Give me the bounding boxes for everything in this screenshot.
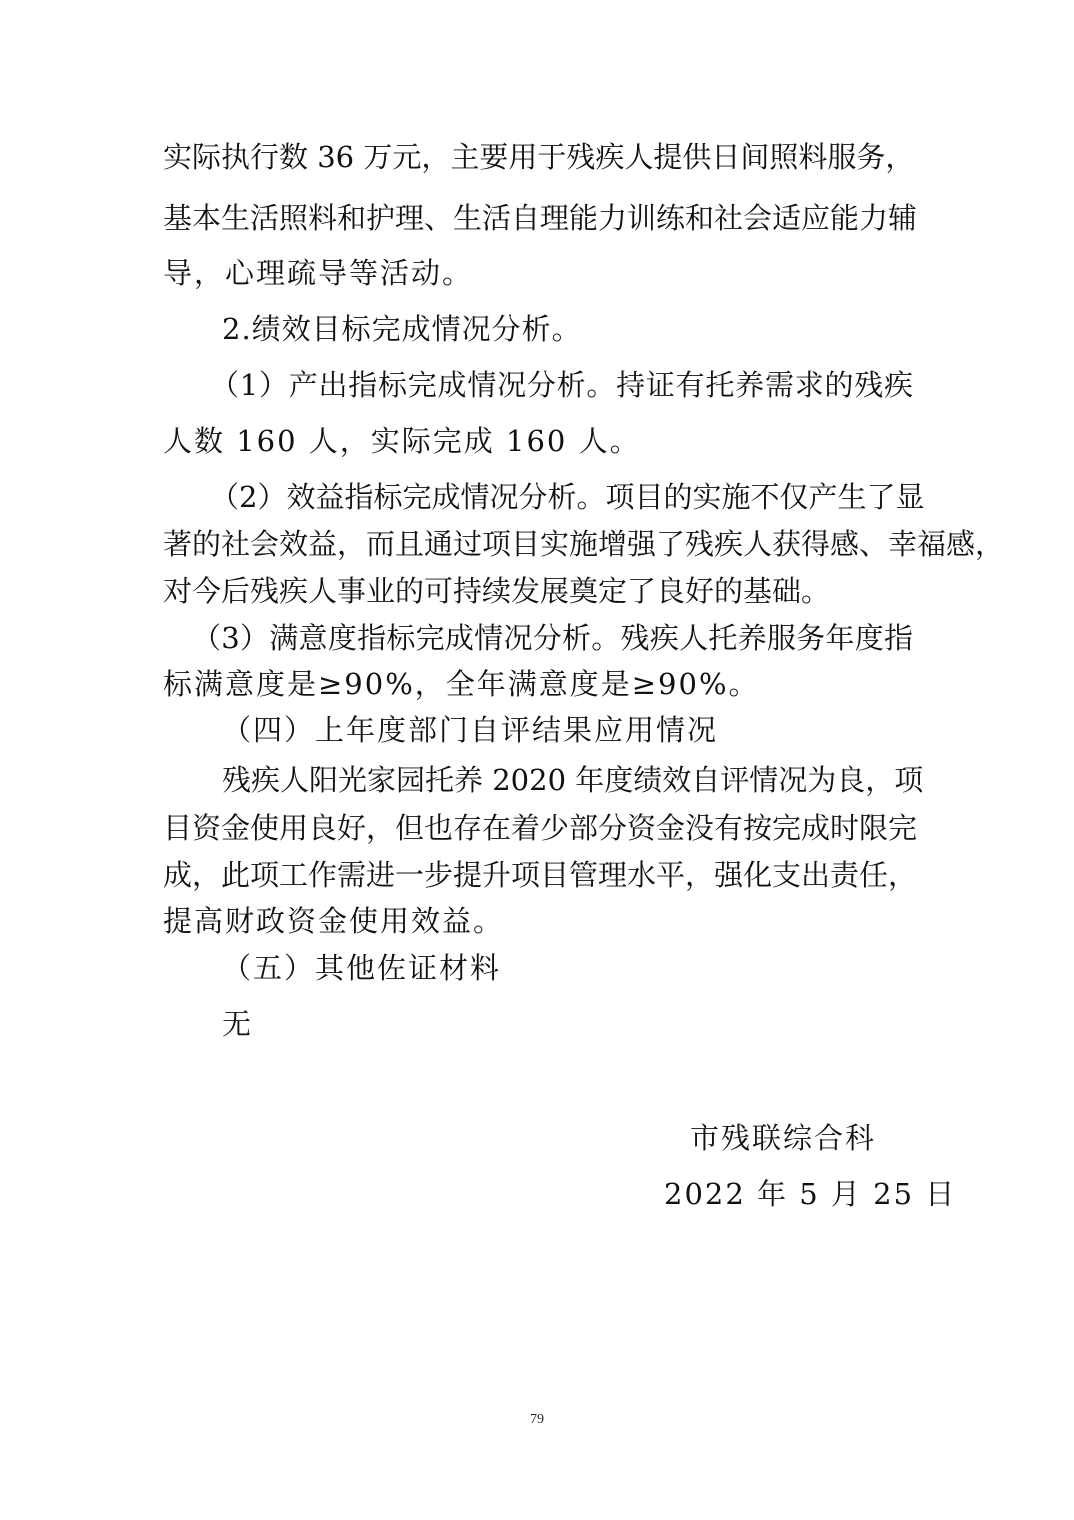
body-line-9: 对今后残疾人事业的可持续发展奠定了良好的基础。 bbox=[163, 574, 831, 608]
body-line-1: 实际执行数 36 万元，主要用于残疾人提供日间照料服务， bbox=[163, 140, 915, 174]
signature-date: 2022 年 5 月 25 日 bbox=[664, 1177, 957, 1211]
body-line-10: （3）满意度指标完成情况分析。残疾人托养服务年度指 bbox=[192, 621, 913, 655]
body-line-11: 标满意度是≥90%，全年满意度是≥90%。 bbox=[163, 667, 760, 701]
section-heading-performance: 2.绩效目标完成情况分析。 bbox=[222, 312, 582, 346]
body-line-15: 成，此项工作需进一步提升项目管理水平，强化支出责任， bbox=[163, 858, 918, 892]
body-line-13: 残疾人阳光家园托养 2020 年度绩效自评情况为良，项 bbox=[222, 763, 924, 797]
body-line-6: 人数 160 人，实际完成 160 人。 bbox=[163, 424, 641, 458]
page-number: 79 bbox=[530, 1412, 544, 1427]
body-line-2: 基本生活照料和护理、生活自理能力训练和社会适应能力辅 bbox=[163, 201, 918, 235]
body-line-5: （1）产出指标完成情况分析。持证有托养需求的残疾 bbox=[210, 368, 913, 402]
body-line-7: （2）效益指标完成情况分析。项目的实施不仅产生了显 bbox=[210, 480, 925, 514]
section-heading-5: （五）其他佐证材料 bbox=[222, 951, 502, 985]
body-line-16: 提高财政资金使用效益。 bbox=[163, 904, 505, 938]
body-line-3: 导，心理疏导等活动。 bbox=[163, 256, 474, 290]
body-line-14: 目资金使用良好，但也存在着少部分资金没有按完成时限完 bbox=[163, 811, 918, 845]
signature-org: 市残联综合科 bbox=[690, 1121, 877, 1155]
section-heading-4: （四）上年度部门自评结果应用情况 bbox=[222, 713, 719, 747]
body-line-8: 著的社会效益，而且通过项目实施增强了残疾人获得感、幸福感， bbox=[163, 527, 1005, 561]
body-line-none: 无 bbox=[222, 1007, 254, 1041]
